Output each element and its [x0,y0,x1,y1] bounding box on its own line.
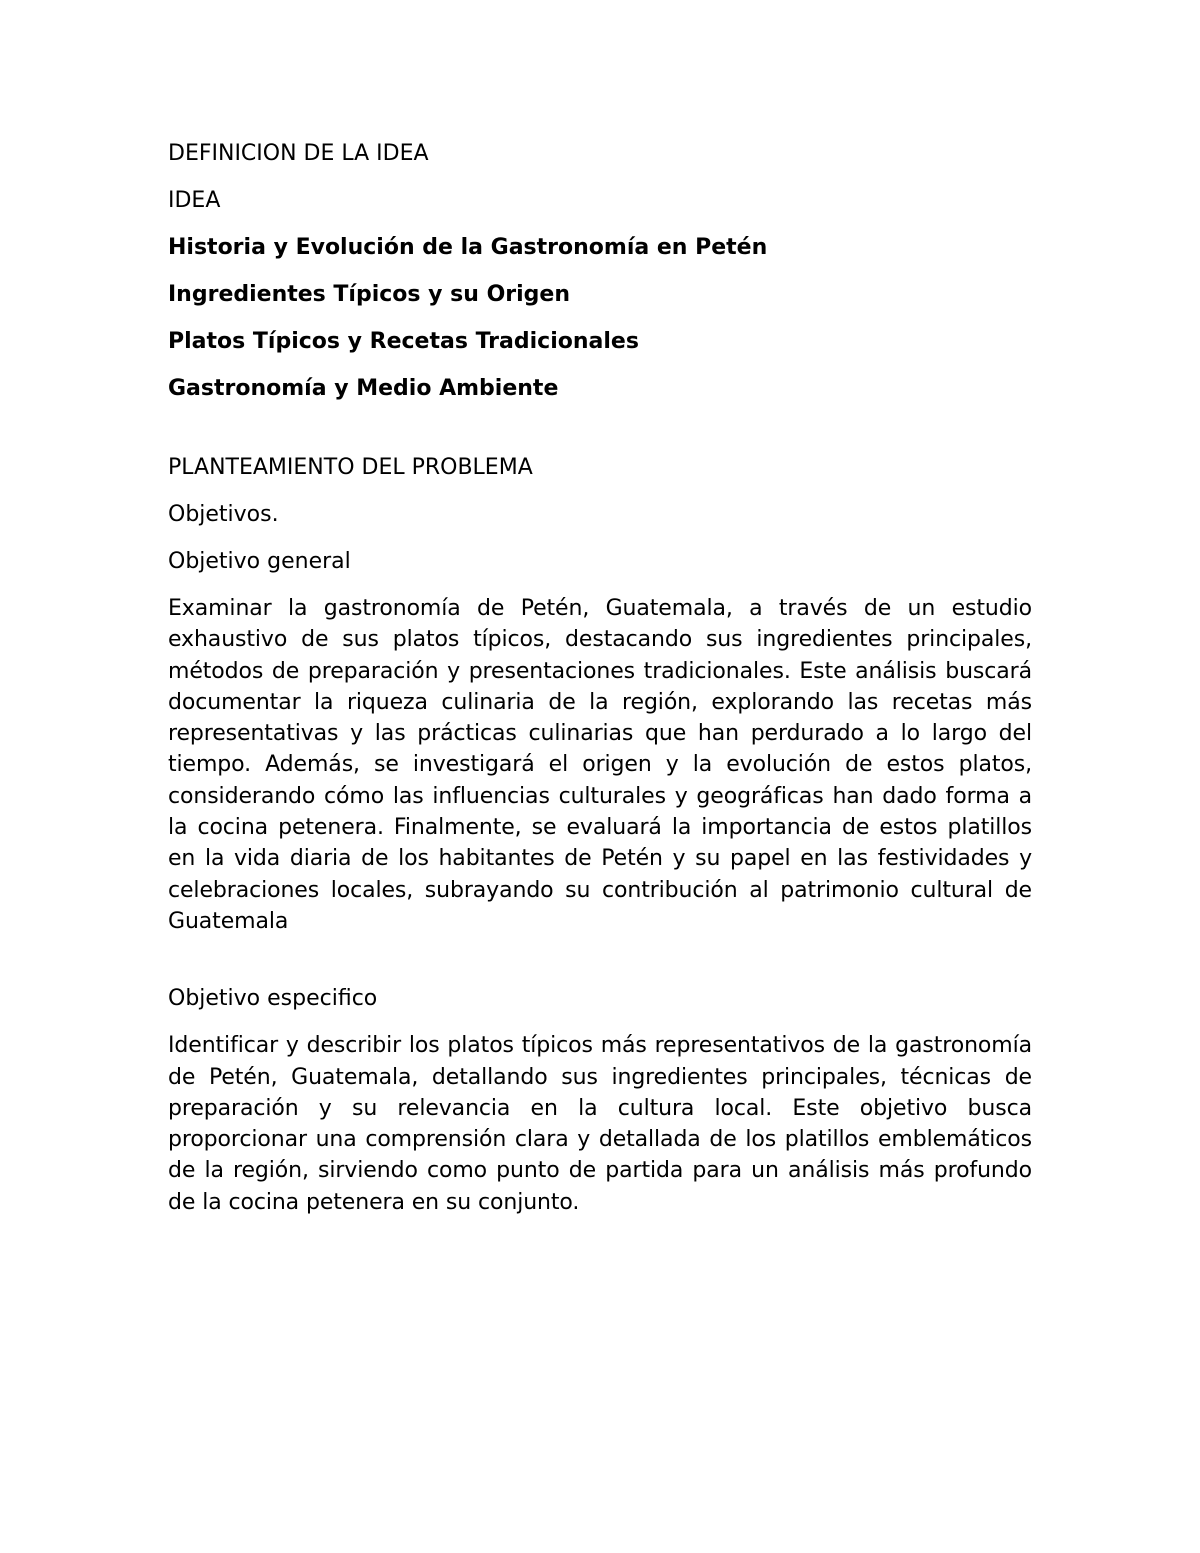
heading-idea: IDEA [168,188,221,213]
heading-definicion-de-la-idea: DEFINICION DE LA IDEA [168,141,429,166]
heading-planteamiento-del-problema: PLANTEAMIENTO DEL PROBLEMA [168,455,533,480]
heading-objetivos: Objetivos. [168,502,279,527]
idea-item-ingredientes: Ingredientes Típicos y su Origen [168,282,571,307]
idea-item-platos: Platos Típicos y Recetas Tradicionales [168,329,639,354]
idea-item-historia: Historia y Evolución de la Gastronomía en Petén [168,235,768,260]
objetivo-general-paragraph: Examinar la gastronomía de Petén, Guatemala, a través de un estudio exhaustivo de sus platos típicos, destacando sus ingredientes principales, métodos de preparación y presentaciones tradicionales. Este análisis buscará documentar la riqueza culinaria de la región, explorando las recetas más representativas y las prácticas culinarias que han perdurado a lo largo del tiempo. Además, se investigará el origen y la evolución de estos platos, considerando cómo las influencias culturales y geográficas han dado forma a la cocina petenera. Finalmente, se evaluará la importancia de estos platillos en la vida diaria de los habitantes de Petén y su papel en las festividades y celebraciones locales, subrayando su contribución al patrimonio cultural de Guatemala [168,596,1032,934]
document-content [168,138,1032,1234]
idea-item-gastronomia-medio-ambiente: Gastronomía y Medio Ambiente [168,376,559,401]
objetivo-especifico-paragraph: Identificar y describir los platos típicos más representativos de la gastronomía de Petén, Guatemala, detallando sus ingredientes principales, técnicas de preparación y su relevancia en la cultura local. Este objetivo busca proporcionar una comprensión clara y detallada de los platillos emblemáticos de la región, sirviendo como punto de partida para un análisis más profundo de la cocina petenera en su conjunto. [168,1033,1032,1215]
heading-objetivo-general: Objetivo general [168,549,351,574]
heading-objetivo-especifico: Objetivo especifico [168,986,378,1012]
